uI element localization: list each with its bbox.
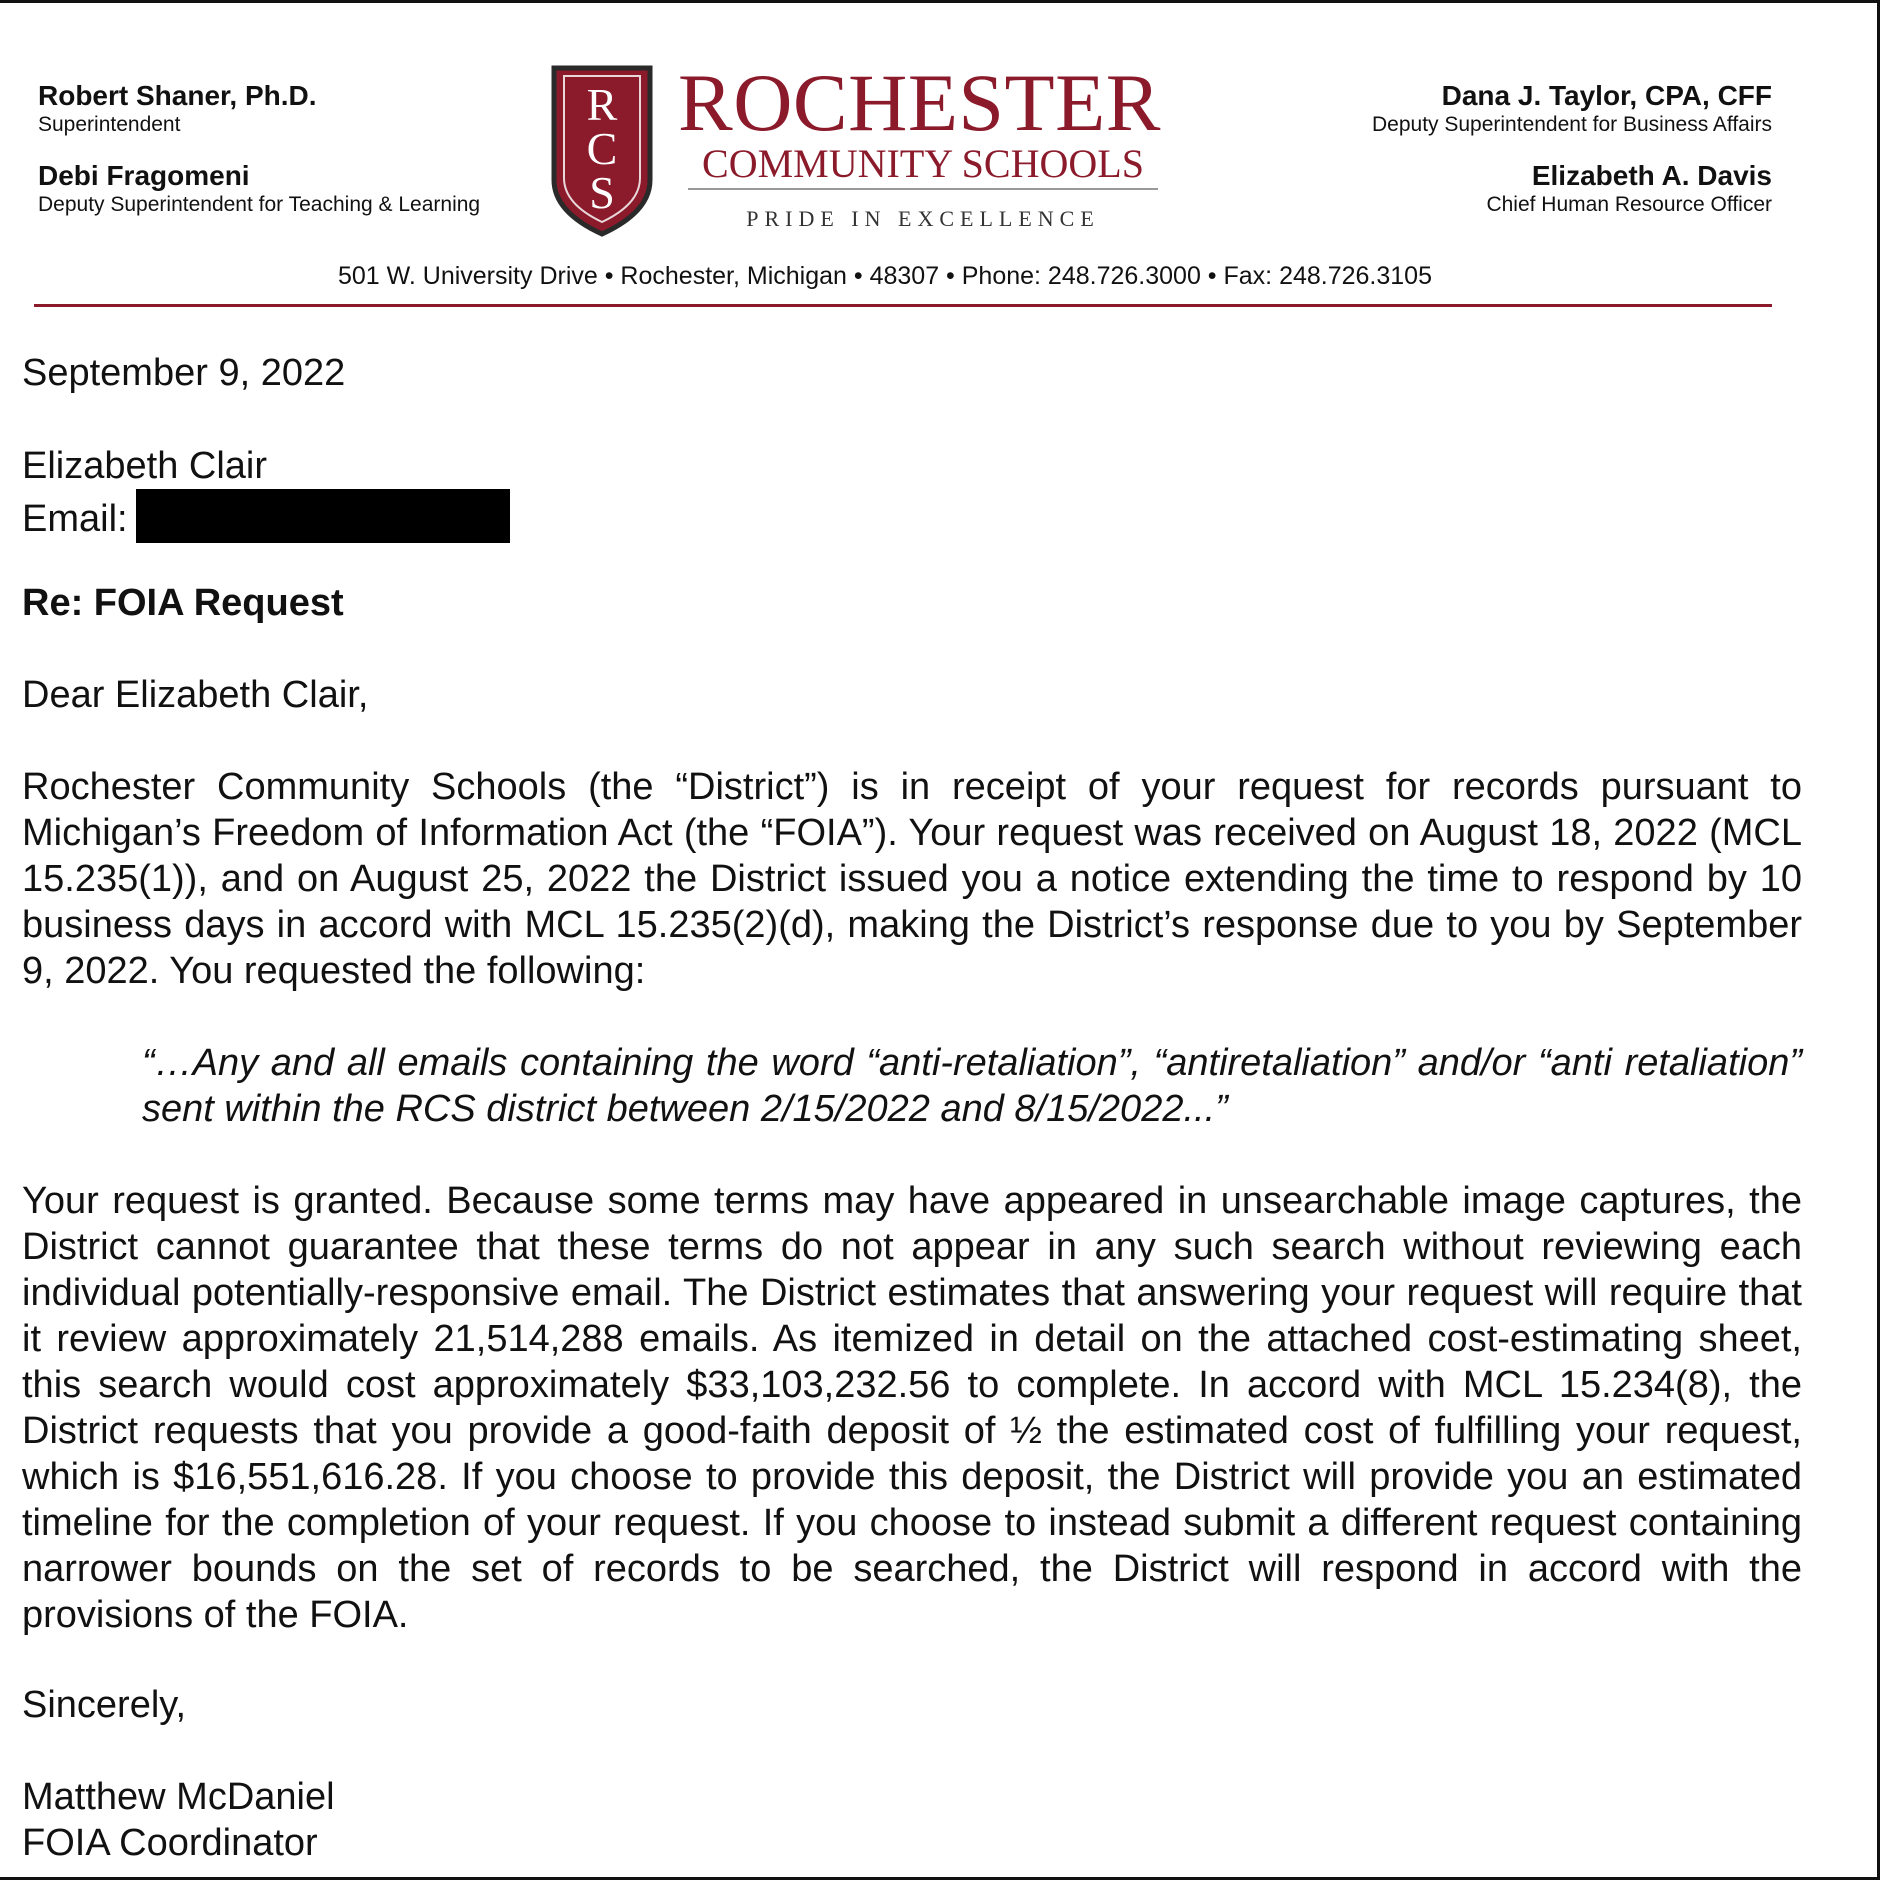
officer-hr	[1372, 160, 1772, 218]
officer-name: Debi Fragomeni	[38, 160, 250, 191]
school-tagline: PRIDE IN EXCELLENCE	[746, 206, 1100, 231]
letter-closing: Sincerely,	[22, 1684, 187, 1726]
header-divider	[34, 304, 1772, 307]
officer-deputy-business	[1372, 80, 1772, 138]
request-quote: “…Any and all emails containing the word “anti-retaliation”, “antiretaliation” and/or “anti retaliation” sent within the RCS district between 2/15/2022 and 8/15/2022...”	[142, 1042, 1802, 1130]
signer-name: Matthew McDaniel	[22, 1776, 335, 1818]
letterhead-left	[38, 80, 480, 240]
crest-letter: S	[589, 167, 615, 218]
officer-title: Deputy Superintendent for Business Affairs	[1371, 113, 1772, 136]
letter-date: September 9, 2022	[22, 352, 346, 394]
school-name: ROCHESTER	[678, 57, 1161, 148]
district-logo	[548, 57, 1168, 242]
recipient-email-line	[22, 489, 1802, 543]
officer-name: Robert Shaner, Ph.D.	[38, 80, 317, 111]
officer-name: Elizabeth A. Davis	[1531, 160, 1772, 191]
letter-subject: Re: FOIA Request	[22, 582, 344, 624]
officer-superintendent	[38, 80, 480, 138]
logo-divider	[688, 188, 1158, 190]
letterhead-right	[1372, 80, 1772, 240]
officer-deputy-teaching	[38, 160, 480, 218]
officer-name: Dana J. Taylor, CPA, CFF	[1441, 80, 1772, 111]
redacted-email	[136, 489, 510, 543]
officer-title: Chief Human Resource Officer	[1486, 193, 1772, 216]
signature-block	[22, 1774, 1802, 1866]
signer-title: FOIA Coordinator	[22, 1822, 318, 1864]
letter-salutation: Dear Elizabeth Clair,	[22, 674, 369, 716]
officer-title: Deputy Superintendent for Teaching & Learning	[38, 193, 481, 216]
email-label: Email:	[22, 498, 128, 540]
crest-letter: C	[586, 123, 618, 174]
rcs-crest-icon	[548, 62, 656, 238]
school-subname: COMMUNITY SCHOOLS	[702, 141, 1144, 186]
letter-paragraph-1: Rochester Community Schools (the “District”) is in receipt of your request for records pursuant to Michigan’s Freedom of Information Act (the “FOIA”). Your request was received on August 18, 2022 (MCL 15.235(1)), and on August 25, 2022 the District issued you a notice extending the time to respond by 10 business days in accord with MCL 15.235(2)(d), making the District’s response due to you by September 9, 2022. You requested the following:	[22, 766, 1802, 992]
recipient-block	[22, 443, 1802, 543]
letter-paragraph-2: Your request is granted. Because some terms may have appeared in unsearchable image captures, the District cannot guarantee that these terms do not appear in any such search without reviewing each individual potentially-responsive email. The District estimates that answering your request will require that it review approximately 21,514,288 emails. As itemized in detail on the attached cost-estimating sheet, this search would cost approximately $33,103,232.56 to complete. In accord with MCL 15.234(8), the District requests that you provide a good-faith deposit of ½ the estimated cost of fulfilling your request, which is $16,551,616.28. If you choose to provide this deposit, the District will provide you an estimated timeline for the completion of your request. If you choose to instead submit a different request containing narrower bounds on the set of records to be searched, the District will respond in accord with the provisions of the FOIA.	[22, 1180, 1802, 1636]
officer-title: Superintendent	[38, 113, 181, 136]
recipient-name: Elizabeth Clair	[22, 445, 267, 487]
crest-letter: R	[586, 79, 618, 130]
district-address: 501 W. University Drive • Rochester, Michigan • 48307 • Phone: 248.726.3000 • Fax: 248.726.3105	[338, 262, 1432, 290]
